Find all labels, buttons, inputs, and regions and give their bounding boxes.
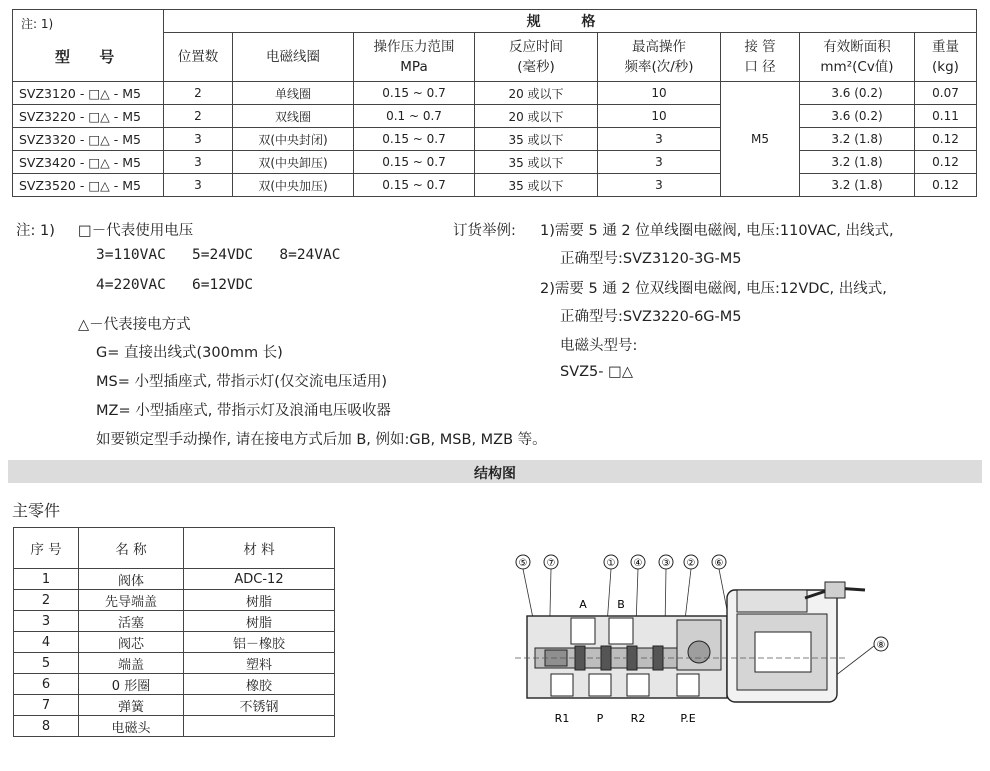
area-cell: 3.2 (1.8) (800, 151, 915, 174)
svg-text:①: ① (606, 558, 616, 569)
part-material: 树脂 (184, 590, 335, 611)
part-no: 8 (14, 716, 79, 737)
model-header-cell (13, 10, 164, 82)
response-cell: 35 或以下 (475, 128, 598, 151)
part-no: 7 (14, 695, 79, 716)
callout-8 (874, 637, 888, 651)
svg-text:④: ④ (633, 558, 643, 569)
model-cell: SVZ3320 - □△ - M5 (13, 128, 164, 151)
positions-cell: 2 (164, 82, 233, 105)
order-example-label: 订货举例: (453, 223, 516, 239)
coil-cell: 双(中央封闭) (233, 128, 354, 151)
connection-code-title: △－代表接电方式 (78, 317, 191, 333)
part-material: ADC-12 (184, 569, 335, 590)
port-label-p: P (596, 712, 604, 725)
col-weight: 重量 (kg) (915, 33, 977, 82)
frequency-cell: 3 (598, 151, 721, 174)
voltage-option: 3=110VAC (96, 247, 166, 263)
parts-col-name: 名 称 (79, 528, 184, 569)
callout-3 (659, 555, 673, 569)
frequency-cell: 3 (598, 128, 721, 151)
table-row (13, 151, 977, 174)
col-port: 接 管 口 径 (721, 33, 800, 82)
connection-g: G= 直接出线式(300mm 长) (96, 345, 283, 361)
pressure-cell: 0.15 ~ 0.7 (354, 82, 475, 105)
svg-text:⑦: ⑦ (546, 558, 556, 569)
voltage-options-line1 (96, 247, 340, 263)
spec-title: 规 格 (164, 10, 977, 33)
callout-4 (631, 555, 645, 569)
connection-mz: MZ= 小型插座式, 带指示灯及浪涌电压吸收器 (96, 403, 391, 419)
svg-text:②: ② (686, 558, 696, 569)
model-column-label: 型 号 (55, 48, 127, 66)
frequency-cell: 3 (598, 174, 721, 197)
voltage-options-line2 (96, 277, 253, 293)
voltage-option: 6=12VDC (192, 277, 254, 293)
part-name: 阀体 (79, 569, 184, 590)
coil-cell: 双(中央卸压) (233, 151, 354, 174)
part-name: 电磁头 (79, 716, 184, 737)
table-row (14, 590, 335, 611)
valve-structure-diagram (505, 548, 915, 738)
part-no: 6 (14, 674, 79, 695)
frequency-cell: 10 (598, 105, 721, 128)
svg-text:⑤: ⑤ (518, 558, 528, 569)
area-cell: 3.2 (1.8) (800, 174, 915, 197)
model-cell: SVZ3520 - □△ - M5 (13, 174, 164, 197)
parts-col-material: 材 料 (184, 528, 335, 569)
model-cell: SVZ3120 - □△ - M5 (13, 82, 164, 105)
coil-cell: 双(中央加压) (233, 174, 354, 197)
part-no: 4 (14, 632, 79, 653)
valve-body (527, 616, 727, 698)
voltage-option: 5=24VDC (192, 247, 254, 263)
positions-cell: 3 (164, 128, 233, 151)
callout-7 (544, 555, 558, 569)
weight-cell: 0.07 (915, 82, 977, 105)
col-pressure: 操作压力范围 MPa (354, 33, 475, 82)
frequency-cell: 10 (598, 82, 721, 105)
voltage-code-title: □－代表使用电压 (78, 223, 194, 239)
part-name: 先导端盖 (79, 590, 184, 611)
col-frequency: 最高操作 频率(次/秒) (598, 33, 721, 82)
part-material (184, 716, 335, 737)
port-label-pe: P.E (680, 712, 696, 725)
model-cell: SVZ3420 - □△ - M5 (13, 151, 164, 174)
note-label: 注: 1) (21, 17, 54, 31)
part-material: 橡胶 (184, 674, 335, 695)
solenoid-head-model: SVZ5- □△ (560, 364, 633, 380)
parts-title: 主零件 (12, 501, 61, 520)
part-no: 3 (14, 611, 79, 632)
port-label-b: B (617, 598, 625, 611)
part-no: 2 (14, 590, 79, 611)
pressure-cell: 0.15 ~ 0.7 (354, 151, 475, 174)
pressure-cell: 0.15 ~ 0.7 (354, 174, 475, 197)
area-cell: 3.6 (0.2) (800, 105, 915, 128)
positions-cell: 3 (164, 174, 233, 197)
part-name: 0 形圈 (79, 674, 184, 695)
table-row (13, 82, 977, 105)
part-name: 阀芯 (79, 632, 184, 653)
table-row (14, 569, 335, 590)
part-material: 不锈钢 (184, 695, 335, 716)
part-no: 5 (14, 653, 79, 674)
table-row (13, 174, 977, 197)
notes-label: 注: 1) (16, 223, 55, 239)
response-cell: 20 或以下 (475, 82, 598, 105)
port-label-a: A (579, 598, 587, 611)
response-cell: 35 或以下 (475, 151, 598, 174)
area-cell: 3.6 (0.2) (800, 82, 915, 105)
table-row (14, 674, 335, 695)
pressure-cell: 0.1 ~ 0.7 (354, 105, 475, 128)
coil-cell: 单线圈 (233, 82, 354, 105)
table-row (13, 128, 977, 151)
part-name: 端盖 (79, 653, 184, 674)
voltage-option: 8=24VAC (279, 247, 341, 263)
col-response: 反应时间 (毫秒) (475, 33, 598, 82)
callout-5 (516, 555, 530, 569)
weight-cell: 0.12 (915, 128, 977, 151)
part-no: 1 (14, 569, 79, 590)
parts-table (13, 527, 335, 737)
order-example-1: 1)需要 5 通 2 位单线圈电磁阀, 电压:110VAC, 出线式, (540, 223, 894, 239)
parts-header-row (14, 528, 335, 569)
callout-2 (684, 555, 698, 569)
table-row (14, 653, 335, 674)
order-example-2-model: 正确型号:SVZ3220-6G-M5 (560, 309, 742, 325)
positions-cell: 3 (164, 151, 233, 174)
part-name: 弹簧 (79, 695, 184, 716)
solenoid-head (727, 582, 865, 702)
callout-6 (712, 555, 726, 569)
response-cell: 35 或以下 (475, 174, 598, 197)
order-example-2: 2)需要 5 通 2 位双线圈电磁阀, 电压:12VDC, 出线式, (540, 281, 887, 297)
area-cell: 3.2 (1.8) (800, 128, 915, 151)
part-name: 活塞 (79, 611, 184, 632)
weight-cell: 0.12 (915, 151, 977, 174)
table-row (13, 105, 977, 128)
port-label-r2: R2 (630, 712, 646, 725)
part-material: 塑料 (184, 653, 335, 674)
positions-cell: 2 (164, 105, 233, 128)
port-size-cell: M5 (721, 82, 800, 197)
table-row (14, 695, 335, 716)
table-row (14, 716, 335, 737)
response-cell: 20 或以下 (475, 105, 598, 128)
part-material: 铝－橡胶 (184, 632, 335, 653)
manual-lock-note: 如要锁定型手动操作, 请在接电方式后加 B, 例如:GB, MSB, MZB 等。 (96, 432, 547, 448)
structure-band (8, 460, 982, 483)
spec-table (12, 9, 977, 197)
callout-1 (604, 555, 618, 569)
col-area: 有效断面积 mm²(Cv值) (800, 33, 915, 82)
part-material: 树脂 (184, 611, 335, 632)
connection-ms: MS= 小型插座式, 带指示灯(仅交流电压适用) (96, 374, 388, 390)
solenoid-head-label: 电磁头型号: (560, 338, 638, 354)
voltage-option: 4=220VAC (96, 277, 166, 293)
table-row (14, 632, 335, 653)
pressure-cell: 0.15 ~ 0.7 (354, 128, 475, 151)
weight-cell: 0.11 (915, 105, 977, 128)
svg-text:⑥: ⑥ (714, 558, 724, 569)
order-example-1-model: 正确型号:SVZ3120-3G-M5 (560, 251, 742, 267)
svg-text:③: ③ (661, 558, 671, 569)
parts-col-no: 序 号 (14, 528, 79, 569)
svg-text:⑧: ⑧ (876, 640, 886, 651)
col-coil: 电磁线圈 (233, 33, 354, 82)
model-cell: SVZ3220 - □△ - M5 (13, 105, 164, 128)
port-label-r1: R1 (554, 712, 570, 725)
coil-cell: 双线圈 (233, 105, 354, 128)
structure-title: 结构图 (474, 466, 516, 482)
table-row (14, 611, 335, 632)
weight-cell: 0.12 (915, 174, 977, 197)
col-positions: 位置数 (164, 33, 233, 82)
